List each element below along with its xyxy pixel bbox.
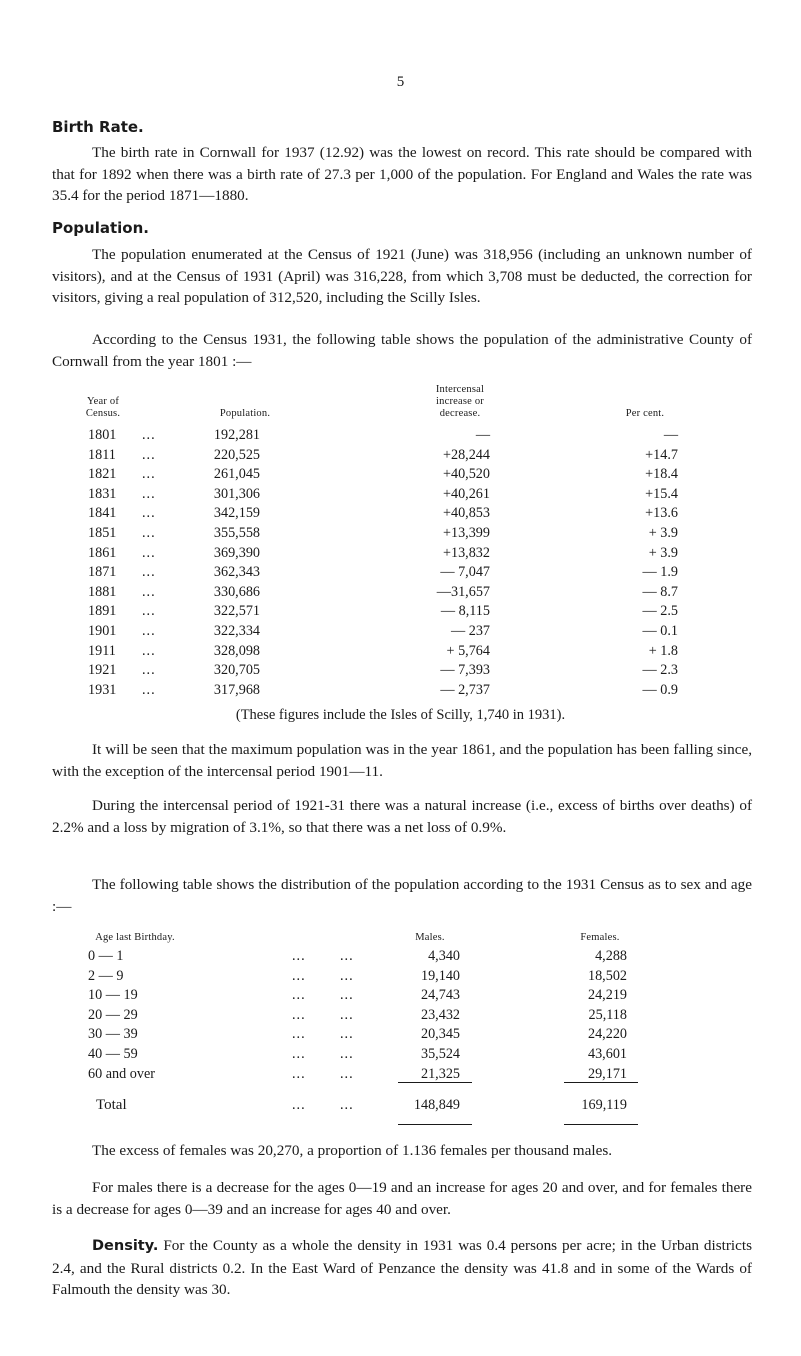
- total-dots-2: ...: [340, 1097, 354, 1113]
- birth-rate-paragraph: The birth rate in Cornwall for 1937 (12.92) was the lowest on record. This rate should be compared with that for 1892 when there was a birth rate of 27.3 per 1,000 of the population. For England and Wales the rate was 35.4 for the period 1871—1880.: [52, 144, 752, 204]
- age-table-row: [0, 1046, 801, 1065]
- census-year: 1931: [88, 681, 117, 698]
- age-dots-1: ...: [292, 987, 306, 1004]
- census-percent: — 2.3: [642, 662, 678, 679]
- census-dots: ...: [142, 485, 156, 502]
- age-females: 43,601: [587, 1046, 627, 1062]
- age-females: 18,502: [587, 967, 627, 984]
- age-males: 21,325: [420, 1065, 460, 1082]
- census-percent: +13.6: [645, 505, 678, 522]
- census-percent: +15.4: [645, 485, 678, 502]
- census-change: +40,853: [442, 505, 490, 522]
- age-dots-1: ...: [292, 967, 306, 984]
- age-table-row: [0, 987, 801, 1006]
- age-range: 20 — 29: [88, 1006, 138, 1023]
- age-females: 24,220: [587, 1026, 627, 1043]
- census-percent: + 3.9: [648, 525, 678, 541]
- census-table-row: [0, 447, 801, 466]
- census-dots: ...: [142, 681, 156, 698]
- age-dots-2: ...: [340, 1046, 354, 1062]
- census-percent: — 0.9: [642, 681, 678, 698]
- census-table-row: [0, 603, 801, 622]
- census-dots: ...: [142, 623, 156, 639]
- census-table-row: [0, 427, 801, 446]
- total-males: 148,849: [413, 1097, 460, 1113]
- census-table-row: [0, 486, 801, 505]
- census-table-row: [0, 682, 801, 701]
- age-total-row: [0, 1097, 801, 1116]
- total-dots-1: ...: [292, 1097, 306, 1113]
- age-header-age: Age last Birthday.: [95, 932, 175, 943]
- census-population: 362,343: [213, 564, 260, 581]
- age-dots-2: ...: [340, 1065, 354, 1082]
- census-header-change: Intercensal increase or decrease.: [435, 384, 485, 419]
- age-table-row: [0, 968, 801, 987]
- census-change: — 2,737: [440, 681, 490, 698]
- census-year: 1891: [88, 603, 117, 620]
- census-dots: ...: [142, 662, 156, 679]
- natural-increase-paragraph: During the intercensal period of 1921-31 there was a natural increase (i.e., excess of births over deaths) of 2.2% and a loss by migration of 3.1%, so that there was a net loss of 0.9%.: [52, 797, 752, 836]
- age-table-row: [0, 948, 801, 967]
- census-percent: — 8.7: [642, 583, 678, 600]
- age-header-females: Females.: [580, 932, 620, 943]
- census-change: +40,520: [442, 466, 490, 483]
- age-males: 24,743: [420, 987, 460, 1004]
- census-population: 317,968: [213, 681, 260, 698]
- age-dots-2: ...: [340, 987, 354, 1004]
- age-changes-paragraph: For males there is a decrease for the ages 0—19 and an increase for ages 20 and over, and for females there is a decrease for ages 0—39 and an increase for ages 40 and over.: [52, 1179, 752, 1218]
- census-year: 1911: [88, 642, 116, 659]
- census-population: 342,159: [213, 505, 260, 522]
- census-dots: ...: [142, 603, 156, 620]
- age-table-row: [0, 1026, 801, 1045]
- census-dots: ...: [142, 525, 156, 541]
- census-population: 320,705: [213, 662, 260, 679]
- total-females: 169,119: [581, 1097, 627, 1113]
- census-table-row: [0, 564, 801, 583]
- census-population: 301,306: [213, 485, 260, 502]
- census-year: 1851: [88, 525, 117, 541]
- census-year: 1821: [88, 466, 117, 483]
- age-table-row: [0, 1007, 801, 1026]
- age-males: 4,340: [428, 948, 460, 964]
- age-range: 40 — 59: [88, 1046, 138, 1062]
- census-percent: +18.4: [645, 466, 678, 483]
- census-population: 220,525: [213, 446, 260, 463]
- census-change: +13,399: [442, 525, 490, 541]
- census-dots: ...: [142, 564, 156, 581]
- birth-rate-heading: Birth Rate.: [52, 118, 144, 136]
- age-range: 0 — 1: [88, 948, 124, 964]
- census-percent: +14.7: [645, 446, 678, 463]
- census-percent: — 1.9: [642, 564, 678, 581]
- census-dots: ...: [142, 642, 156, 659]
- age-dots-1: ...: [292, 1006, 306, 1023]
- census-change: +13,832: [442, 544, 490, 561]
- census-change: — 7,393: [440, 662, 490, 679]
- census-year: 1831: [88, 485, 117, 502]
- page-number: 5: [396, 74, 405, 90]
- females-total-rule-bottom: [564, 1124, 638, 1125]
- census-population: 322,571: [213, 603, 260, 620]
- census-year: 1881: [88, 583, 117, 600]
- census-dots: ...: [142, 446, 156, 463]
- census-dots: ...: [142, 466, 156, 483]
- age-range: 60 and over: [88, 1065, 155, 1082]
- census-change: +28,244: [442, 446, 490, 463]
- age-range: 10 — 19: [88, 987, 138, 1004]
- census-year: 1921: [88, 662, 117, 679]
- census-change: — 237: [450, 623, 490, 639]
- age-dots-1: ...: [292, 948, 306, 964]
- census-year: 1811: [88, 446, 116, 463]
- census-population: 322,334: [213, 623, 260, 639]
- census-dots: ...: [142, 583, 156, 600]
- census-intro-paragraph: According to the Census 1931, the following table shows the population of the administrative County of Cornwall from the year 1801 :—: [52, 331, 752, 370]
- males-total-rule-top: [398, 1082, 472, 1083]
- age-dots-2: ...: [340, 967, 354, 984]
- age-males: 20,345: [420, 1026, 460, 1043]
- census-table-row: [0, 662, 801, 681]
- age-females: 29,171: [587, 1065, 627, 1082]
- age-females: 4,288: [595, 948, 627, 964]
- males-total-rule-bottom: [398, 1124, 472, 1125]
- census-table-row: [0, 643, 801, 662]
- census-population: 369,390: [213, 544, 260, 561]
- census-table-row: [0, 623, 801, 642]
- age-females: 25,118: [588, 1006, 627, 1023]
- census-change: —31,657: [436, 583, 490, 600]
- population-paragraph: The population enumerated at the Census of 1921 (June) was 318,956 (including an unknown number of visitors), and at the Census of 1931 (April) was 316,228, from which 3,708 must be deducted, the correction for visitors, giving a real population of 312,520, including the Scilly Isles.: [52, 246, 752, 306]
- census-header-population: Population.: [219, 408, 271, 419]
- census-population: 328,098: [213, 642, 260, 659]
- distribution-intro-paragraph: The following table shows the distribution of the population according to the 1931 Census as to sex and age :—: [52, 876, 752, 915]
- census-header-year: Year of Census.: [85, 396, 121, 419]
- census-change: +40,261: [442, 485, 490, 502]
- census-header-percent: Per cent.: [625, 408, 665, 419]
- census-year: 1861: [88, 544, 117, 561]
- census-year: 1901: [88, 623, 117, 639]
- census-table-note: (These figures include the Isles of Scilly, 1,740 in 1931).: [235, 707, 566, 723]
- census-percent: + 1.8: [648, 642, 678, 659]
- census-dots: ...: [142, 505, 156, 522]
- age-males: 35,524: [420, 1046, 460, 1062]
- maximum-population-paragraph: It will be seen that the maximum population was in the year 1861, and the population has been falling since, with the exception of the intercensal period 1901—11.: [52, 741, 752, 780]
- census-population: 355,558: [213, 525, 260, 541]
- population-heading: Population.: [52, 219, 149, 237]
- census-change: — 7,047: [440, 564, 490, 581]
- census-dots: ...: [142, 427, 156, 443]
- census-table-row: [0, 505, 801, 524]
- excess-females-paragraph: The excess of females was 20,270, a proportion of 1.136 females per thousand males.: [92, 1142, 613, 1159]
- age-dots-1: ...: [292, 1026, 306, 1043]
- census-table-row: [0, 545, 801, 564]
- census-dots: ...: [142, 544, 156, 561]
- census-population: 261,045: [213, 466, 260, 483]
- age-dots-1: ...: [292, 1046, 306, 1062]
- census-population: 192,281: [213, 427, 260, 443]
- age-range: 2 — 9: [88, 967, 124, 984]
- age-females: 24,219: [587, 987, 627, 1004]
- age-range: 30 — 39: [88, 1026, 138, 1043]
- census-table-row: [0, 466, 801, 485]
- census-table-row: [0, 584, 801, 603]
- census-change: + 5,764: [446, 642, 490, 659]
- age-dots-2: ...: [340, 1006, 354, 1023]
- age-males: 19,140: [420, 967, 460, 984]
- census-change: — 8,115: [440, 603, 490, 620]
- census-population: 330,686: [213, 583, 260, 600]
- total-label: Total: [96, 1097, 127, 1113]
- females-total-rule-top: [564, 1082, 638, 1083]
- census-year: 1801: [88, 427, 117, 443]
- census-percent: — 0.1: [642, 623, 678, 639]
- census-percent: + 3.9: [648, 544, 678, 561]
- age-dots-1: ...: [292, 1065, 306, 1082]
- density-paragraph: [52, 1235, 752, 1301]
- age-dots-2: ...: [340, 1026, 354, 1043]
- census-table-row: [0, 525, 801, 544]
- age-males: 23,432: [420, 1006, 460, 1023]
- census-year: 1841: [88, 505, 117, 522]
- census-percent: — 2.5: [642, 603, 678, 620]
- census-percent: —: [663, 427, 678, 443]
- density-heading: Density.: [92, 1238, 159, 1254]
- density-text: For the County as a whole the density in 1931 was 0.4 persons per acre; in the Urban districts 2.4, and the Rural districts 0.2. In the East Ward of Penzance the density was 41.8 and in some of the Wards of Falmouth the density was 30.: [52, 1237, 753, 1298]
- age-dots-2: ...: [340, 948, 354, 964]
- census-year: 1871: [88, 564, 117, 581]
- age-header-males: Males.: [415, 932, 445, 943]
- census-change: —: [475, 427, 490, 443]
